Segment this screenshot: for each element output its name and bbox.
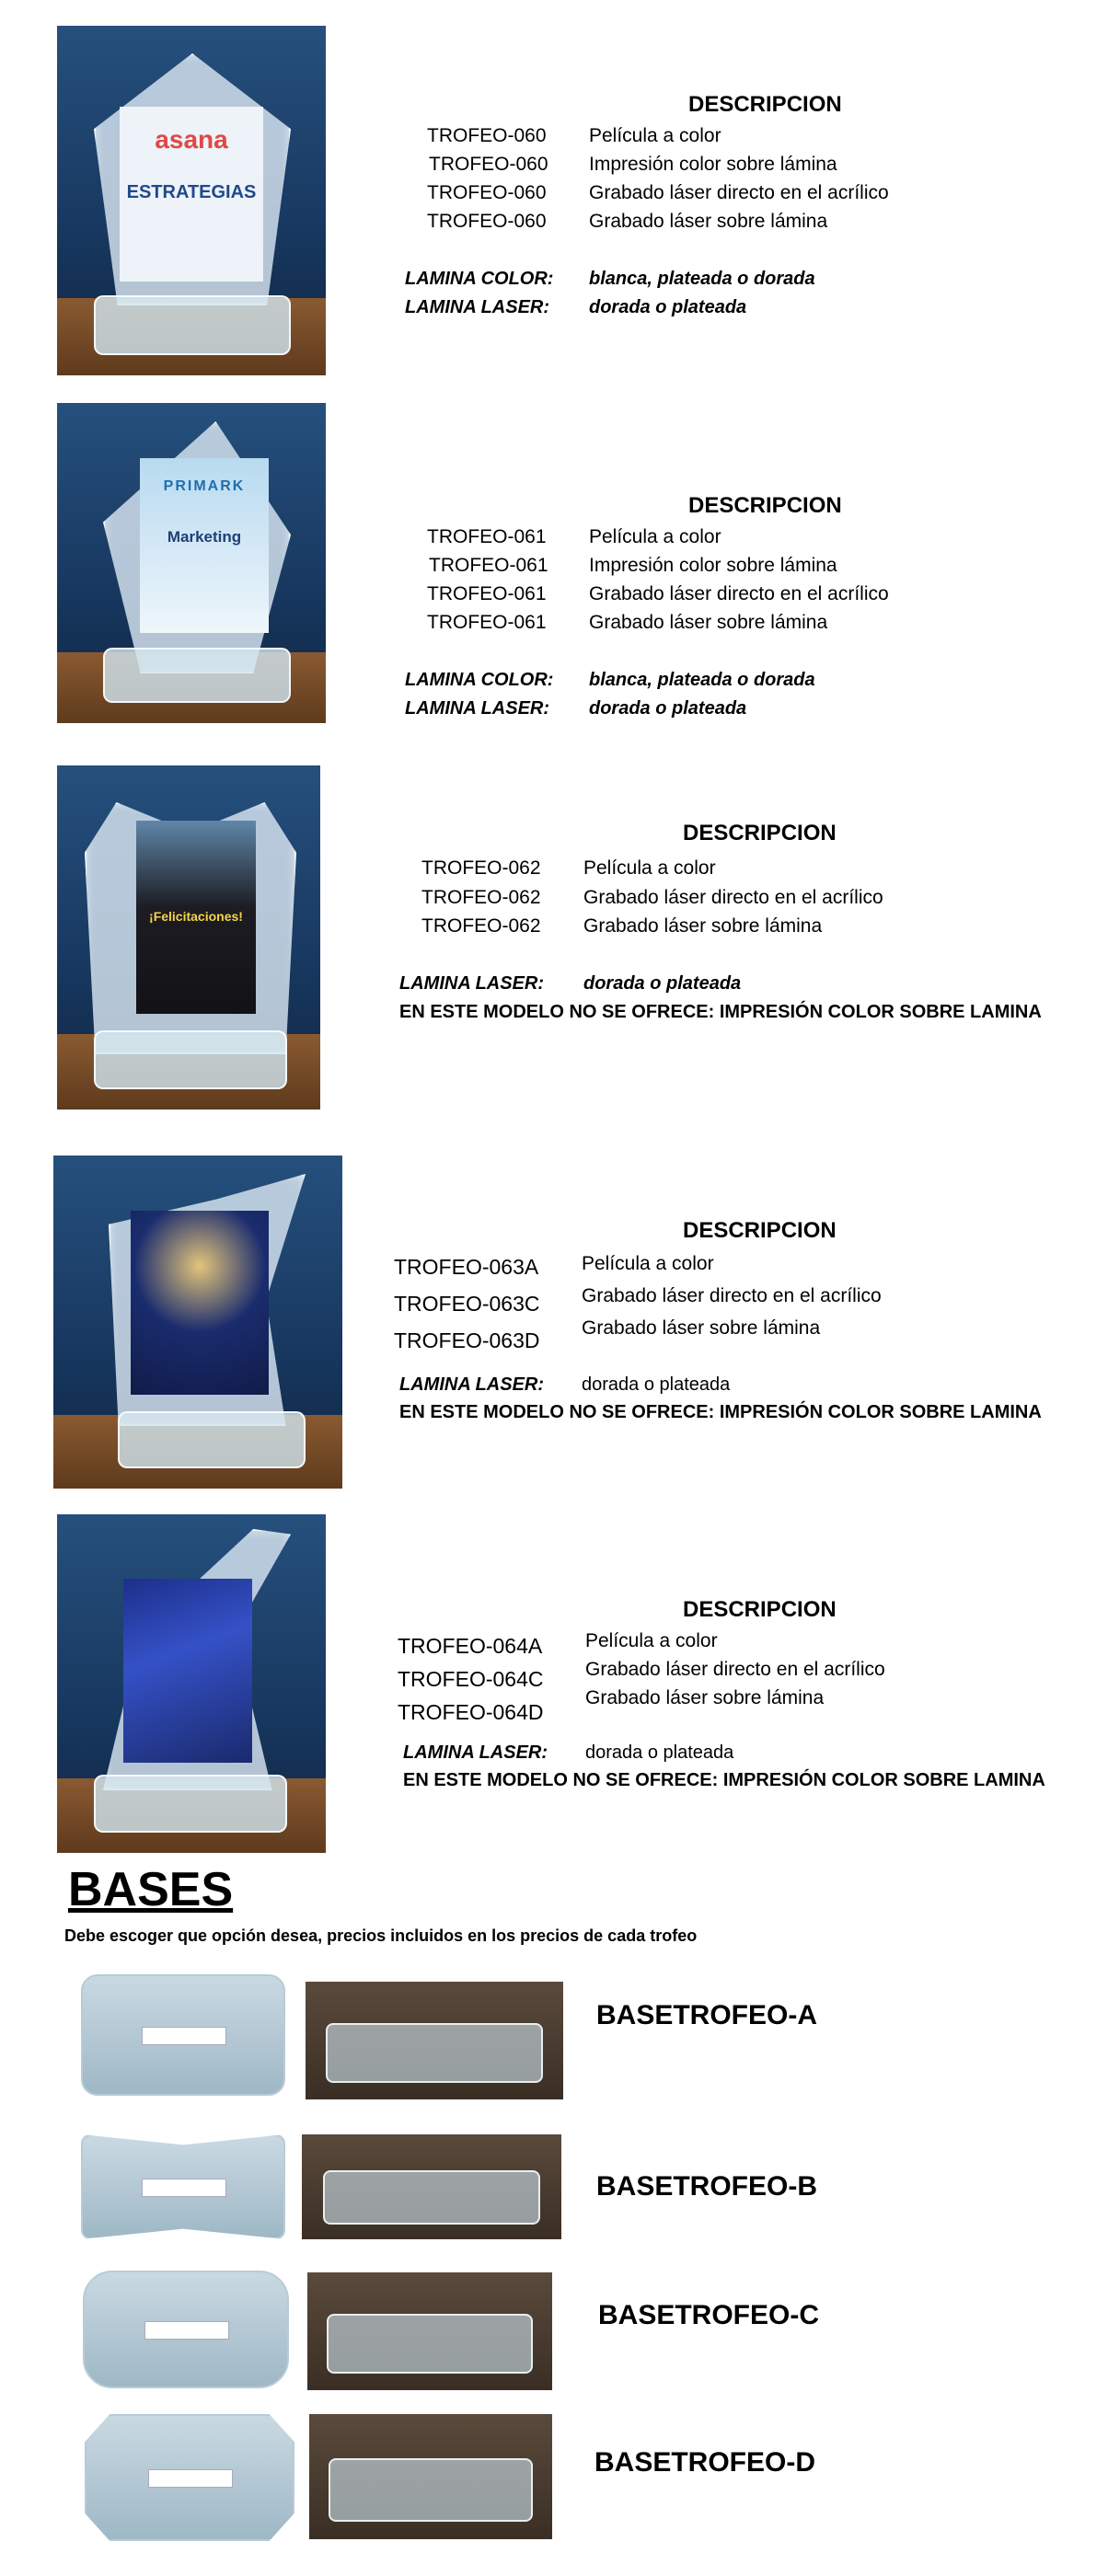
trophy-option: Grabado láser directo en el acrílico [585,1659,885,1680]
trophy-option: Película a color [582,1253,714,1274]
trophy-code: TROFEO-063C [394,1292,540,1316]
trophy-063-photo [53,1156,342,1489]
trophy-option: Impresión color sobre lámina [589,154,837,175]
trophy-base [103,648,291,703]
base-d-photo [309,2414,552,2539]
trophy-code: TROFEO-063A [394,1255,539,1279]
trophy-code: TROFEO-061 [427,583,547,604]
model-note: EN ESTE MODELO NO SE OFRECE: IMPRESIÓN COLOR SOBRE LAMINA [403,1770,1045,1790]
lamina-color-label: LAMINA COLOR: [405,269,554,289]
lamina-laser-label: LAMINA LASER: [399,1374,545,1395]
trophy-option: Grabado láser sobre lámina [582,1317,821,1339]
base-b-label: BASETROFEO-B [596,2171,817,2202]
brand-logo-text: asana [155,125,228,154]
base-a-shape [81,1974,285,2096]
base-c-photo [307,2272,552,2390]
trophy-option: Impresión color sobre lámina [589,555,837,576]
description-title: DESCRIPCION [683,821,837,845]
trophy-code: TROFEO-064D [398,1700,544,1724]
trophy-option: Película a color [583,857,716,879]
bases-title: BASES [68,1863,234,1916]
description-title: DESCRIPCION [683,1597,837,1622]
description-title: DESCRIPCION [688,493,842,518]
lamina-laser-value: dorada o plateada [582,1374,731,1395]
trophy-option: Grabado láser sobre lámina [589,211,828,232]
trophy-option: Película a color [589,526,721,547]
trophy-code: TROFEO-062 [421,915,541,937]
model-note: EN ESTE MODELO NO SE OFRECE: IMPRESIÓN COLOR SOBRE LAMINA [399,1002,1042,1022]
model-note: EN ESTE MODELO NO SE OFRECE: IMPRESIÓN COLOR SOBRE LAMINA [399,1402,1042,1422]
plate-heading: Marketing [167,528,242,546]
base-slot [142,2179,226,2197]
trophy-code: TROFEO-063D [394,1328,540,1352]
trophy-base [118,1411,306,1468]
plate-heading: ESTRATEGIAS [126,182,257,202]
base-a-photo [306,1982,563,2099]
lamina-laser-label: LAMINA LASER: [405,698,550,719]
lamina-laser-label: LAMINA LASER: [399,973,545,994]
trophy-option: Grabado láser sobre lámina [589,612,828,633]
base-slot [142,2027,226,2045]
lamina-laser-value: dorada o plateada [583,973,742,994]
brand-logo-text: PRIMARK [163,478,246,494]
trophy-base [94,1030,287,1089]
base-slot [148,2469,233,2488]
plate-heading: ¡Felicitaciones! [149,909,243,924]
trophy-code: TROFEO-060 [427,211,547,232]
lamina-color-value: blanca, plateada o dorada [589,670,815,690]
lamina-color-value: blanca, plateada o dorada [589,269,815,289]
base-c-label: BASETROFEO-C [598,2300,819,2330]
trophy-code: TROFEO-061 [429,555,548,576]
trophy-base [94,295,291,355]
trophy-option: Grabado láser directo en el acrílico [589,583,889,604]
base-acrylic [326,2023,542,2083]
trophy-code: TROFEO-060 [427,125,547,146]
trophy-plate [140,458,269,633]
description-title: DESCRIPCION [683,1218,837,1243]
base-slot [144,2321,229,2340]
lamina-laser-value: dorada o plateada [585,1742,734,1763]
trophy-option: Grabado láser directo en el acrílico [583,887,883,908]
trophy-code: TROFEO-061 [427,526,547,547]
trophy-code: TROFEO-062 [421,857,541,879]
trophy-option: Grabado láser directo en el acrílico [589,182,889,203]
trophy-option: Grabado láser sobre lámina [585,1687,825,1708]
base-d-label: BASETROFEO-D [594,2447,815,2478]
base-b-photo [302,2134,561,2239]
lamina-laser-value: dorada o plateada [589,297,747,317]
trophy-option: Película a color [585,1630,718,1651]
trophy-061-photo [57,403,326,723]
trophy-plate [131,1211,269,1395]
trophy-060-photo [57,26,326,375]
trophy-code: TROFEO-060 [429,154,548,175]
base-acrylic [329,2458,533,2522]
trophy-062-photo [57,765,320,1110]
trophy-base [94,1775,287,1833]
trophy-option: Película a color [589,125,721,146]
lamina-laser-value: dorada o plateada [589,698,747,719]
base-a-label: BASETROFEO-A [596,2000,817,2030]
base-c-shape [83,2271,289,2388]
bases-subtitle: Debe escoger que opción desea, precios incluidos en los precios de cada trofeo [64,1926,698,1945]
lamina-laser-label: LAMINA LASER: [403,1742,548,1763]
lamina-color-label: LAMINA COLOR: [405,670,554,690]
trophy-code: TROFEO-061 [427,612,547,633]
trophy-code: TROFEO-062 [421,887,541,908]
base-d-shape [85,2414,294,2541]
trophy-code: TROFEO-064A [398,1634,543,1658]
trophy-option: Grabado láser directo en el acrílico [582,1285,882,1306]
description-title: DESCRIPCION [688,92,842,117]
trophy-064-photo [57,1514,326,1853]
trophy-option: Grabado láser sobre lámina [583,915,823,937]
trophy-code: TROFEO-060 [427,182,547,203]
base-acrylic [327,2314,532,2374]
trophy-plate [123,1579,252,1763]
base-b-shape [81,2134,285,2239]
trophy-plate [136,821,256,1014]
lamina-laser-label: LAMINA LASER: [405,297,550,317]
trophy-code: TROFEO-064C [398,1667,544,1691]
trophy-plate [120,107,263,282]
base-acrylic [323,2170,541,2225]
